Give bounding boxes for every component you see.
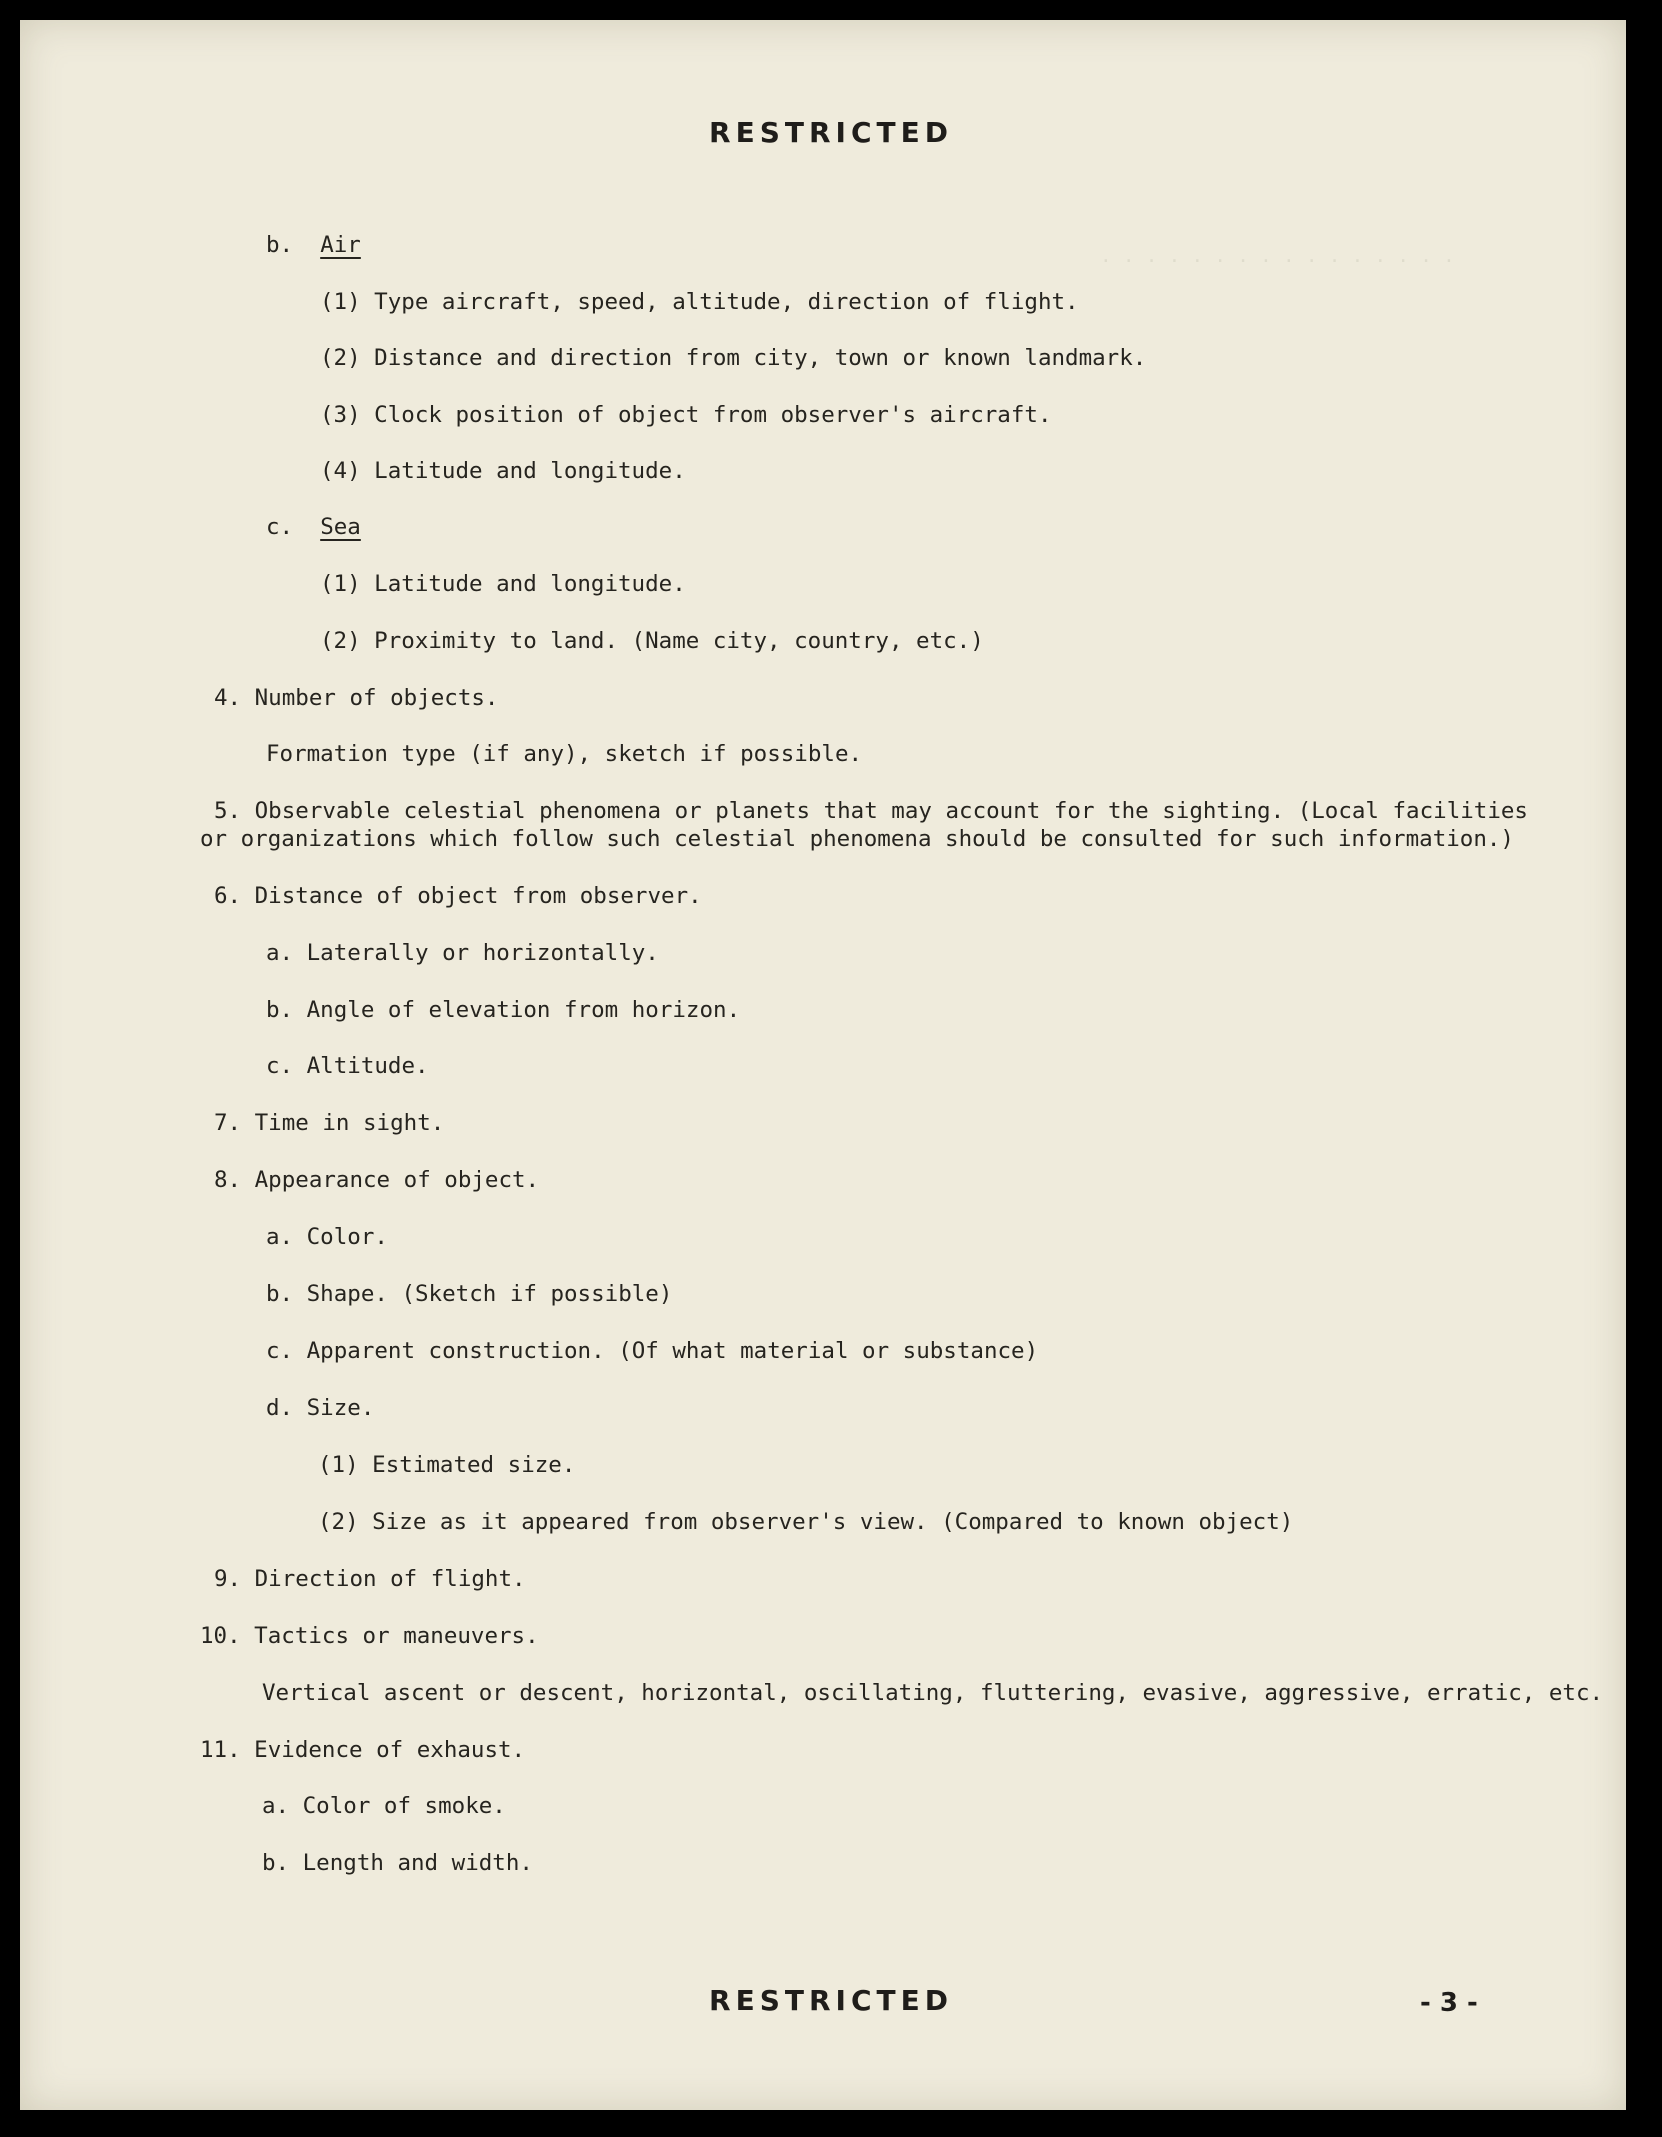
subsection-heading: Sea (320, 514, 361, 540)
list-item: 7. Time in sight. (214, 1110, 445, 1136)
list-item: b. Length and width. (262, 1850, 533, 1876)
paragraph: 5. Observable celestial phenomena or planets that may account for the sighting. (Local facilities (214, 798, 1528, 824)
list-item: (1) Type aircraft, speed, altitude, direction of flight. (320, 289, 1079, 315)
list-item: 6. Distance of object from observer. (214, 883, 702, 909)
list-item: a. Color. (266, 1224, 388, 1250)
list-item: a. Color of smoke. (262, 1793, 506, 1819)
list-item: 8. Appearance of object. (214, 1167, 540, 1193)
subsection-b (266, 232, 361, 258)
bleed-through: · · · · · · · · · · · · · · · · (1100, 250, 1455, 272)
list-item: 11. Evidence of exhaust. (200, 1737, 526, 1763)
list-item: b. Shape. (Sketch if possible) (266, 1281, 673, 1307)
header-classification: RESTRICTED (709, 116, 953, 149)
list-item: 10. Tactics or maneuvers. (200, 1623, 539, 1649)
list-item: c. Altitude. (266, 1053, 429, 1079)
paragraph: or organizations which follow such celestial phenomena should be consulted for such information.) (200, 826, 1514, 852)
list-item: 9. Direction of flight. (214, 1566, 526, 1592)
list-item: (4) Latitude and longitude. (320, 458, 686, 484)
page-number: - 3 - (1420, 1988, 1478, 2018)
list-item: (2) Size as it appeared from observer's view. (Compared to known object) (318, 1509, 1294, 1535)
list-item: (1) Latitude and longitude. (320, 571, 686, 597)
document-page (20, 20, 1626, 2110)
list-item: d. Size. (266, 1395, 375, 1421)
list-item: b. Angle of elevation from horizon. (266, 997, 741, 1023)
list-item: (2) Proximity to land. (Name city, country, etc.) (320, 628, 984, 654)
list-item: (1) Estimated size. (318, 1452, 576, 1478)
subsection-c (266, 514, 361, 540)
list-item: a. Laterally or horizontally. (266, 940, 659, 966)
list-item: 4. Number of objects. (214, 685, 499, 711)
subsection-marker: b. (266, 232, 294, 258)
subsection-marker: c. (266, 514, 294, 540)
list-item: c. Apparent construction. (Of what material or substance) (266, 1338, 1039, 1364)
subsection-heading: Air (320, 232, 361, 258)
list-item: (3) Clock position of object from observer's aircraft. (320, 402, 1052, 428)
paragraph: Vertical ascent or descent, horizontal, oscillating, fluttering, evasive, aggressive, erratic, etc. (262, 1680, 1604, 1706)
paragraph: Formation type (if any), sketch if possible. (266, 741, 863, 767)
footer-classification: RESTRICTED (709, 1984, 953, 2017)
list-item: (2) Distance and direction from city, town or known landmark. (320, 345, 1147, 371)
